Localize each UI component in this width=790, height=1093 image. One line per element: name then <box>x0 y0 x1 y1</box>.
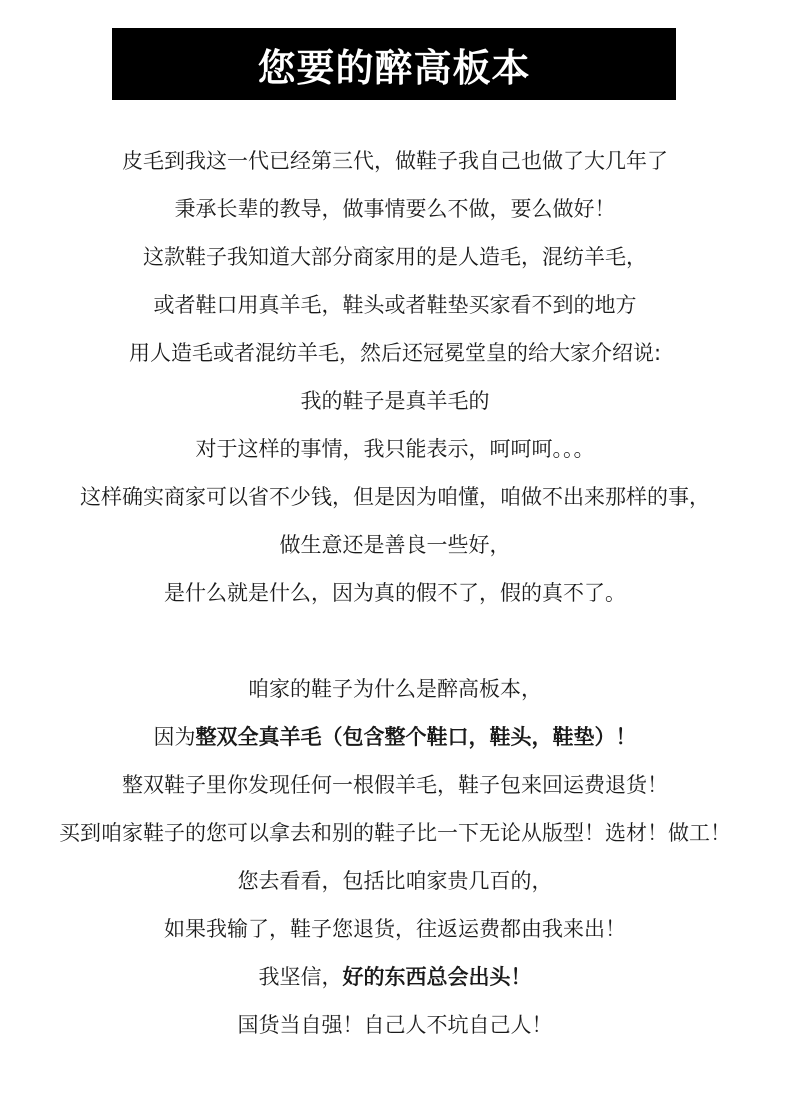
promise-paragraph <box>0 665 790 1049</box>
text-line: 买到咱家鞋子的您可以拿去和别的鞋子比一下无论从版型！选材！做工！ <box>59 821 731 845</box>
page-title: 您要的醉高板本 <box>257 45 531 90</box>
text-line: 是什么就是什么，因为真的假不了，假的真不了。 <box>164 581 626 605</box>
text-line: 秉承长辈的教导，做事情要么不做，要么做好！ <box>174 197 616 221</box>
text-line: 您去看看，包括比咱家贵几百的， <box>237 869 553 893</box>
text-line <box>0 953 790 1001</box>
text-line: 对于这样的事情，我只能表示，呵呵呵。。。 <box>195 437 595 461</box>
text-line: 皮毛到我这一代已经第三代，做鞋子我自己也做了大几年了 <box>122 149 668 173</box>
text-line <box>0 713 790 761</box>
text-line: 这样确实商家可以省不少钱，但是因为咱懂，咱做不出来那样的事， <box>80 485 710 509</box>
text-line: 国货当自强！自己人不坑自己人！ <box>237 1013 553 1037</box>
text-line: 用人造毛或者混纺羊毛，然后还冠冕堂皇的给大家介绍说: <box>128 341 662 365</box>
text-line: 咱家的鞋子为什么是醉高板本， <box>248 677 542 701</box>
story-paragraph <box>0 137 790 617</box>
text-line: 或者鞋口用真羊毛，鞋头或者鞋垫买家看不到的地方 <box>153 293 637 317</box>
text-line: 我的鞋子是真羊毛的 <box>300 389 490 413</box>
text-line: 这款鞋子我知道大部分商家用的是人造毛，混纺羊毛， <box>143 245 647 269</box>
text-line: 做生意还是善良一些好， <box>279 533 511 557</box>
text-prefix: 因为 <box>153 725 196 749</box>
bold-emphasis: 好的东西总会出头！ <box>342 965 532 989</box>
text-line: 如果我输了，鞋子您退货，往返运费都由我来出！ <box>164 917 626 941</box>
text-line: 整双鞋子里你发现任何一根假羊毛，鞋子包来回运费退货！ <box>122 773 668 797</box>
text-prefix: 我坚信， <box>258 965 343 989</box>
bold-emphasis: 整双全真羊毛（包含整个鞋口，鞋头，鞋垫）！ <box>195 725 637 749</box>
title-banner <box>112 28 676 100</box>
